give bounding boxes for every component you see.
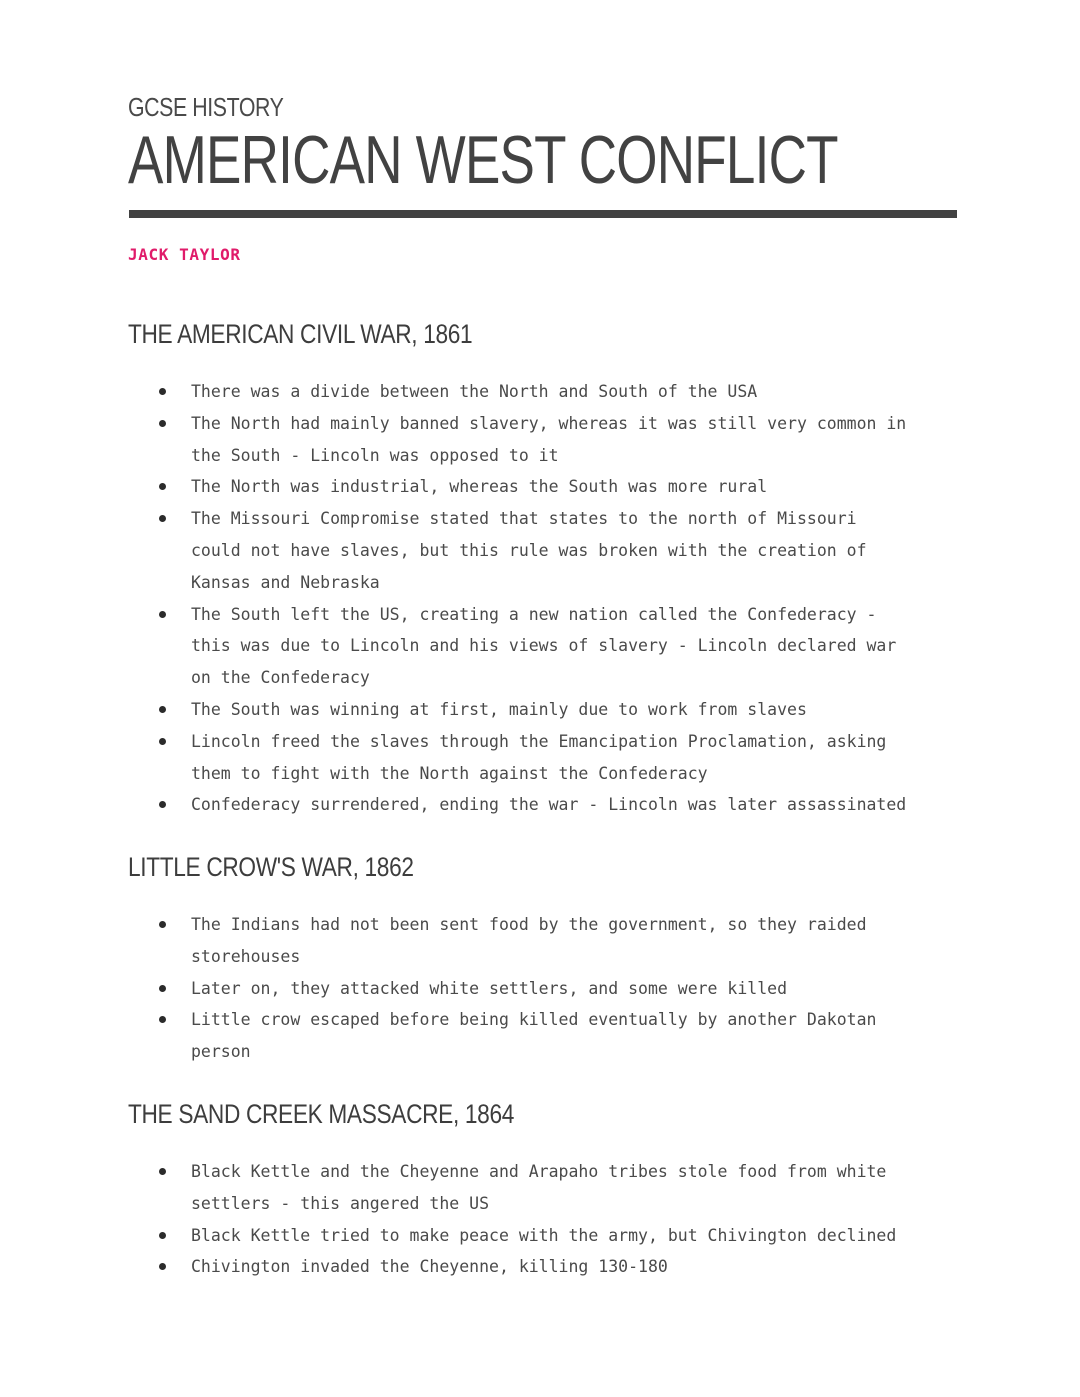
bullet-icon <box>159 706 166 713</box>
document-title: AMERICAN WEST CONFLICT <box>128 122 838 198</box>
section-little-crows-war <box>128 851 956 1068</box>
list-item-text: The South left the US, creating a new nation called the Confederacy - this was due to Lincoln and his views of slavery - Lincoln declared war on the Confederacy <box>191 604 897 688</box>
bullet-list <box>128 1156 956 1283</box>
bullet-list <box>128 376 956 821</box>
list-item-text: Little crow escaped before being killed eventually by another Dakotan person <box>191 1010 877 1062</box>
bullet-icon <box>159 1016 166 1023</box>
list-item <box>128 694 956 726</box>
section-heading: THE AMERICAN CIVIL WAR, 1861 <box>128 319 473 349</box>
list-item-text: The Missouri Compromise stated that states to the north of Missouri could not have slaves, but this rule was broken with the creation of Kansas and Nebraska <box>191 509 867 592</box>
list-item <box>128 376 956 408</box>
section-sand-creek-massacre <box>128 1098 956 1283</box>
list-item-text: Black Kettle and the Cheyenne and Arapaho tribes stole food from white settlers - this angered the US <box>191 1162 887 1213</box>
list-item-text: Lincoln freed the slaves through the Emancipation Proclamation, asking them to fight with the North against the Confederacy <box>191 731 887 783</box>
title-divider <box>129 210 957 218</box>
bullet-icon <box>159 1168 166 1175</box>
section-heading: LITTLE CROW'S WAR, 1862 <box>128 852 414 882</box>
bullet-icon <box>159 1263 166 1270</box>
document-subject: GCSE HISTORY <box>128 92 284 122</box>
list-item-text: The North was industrial, whereas the South was more rural <box>191 477 768 497</box>
list-item <box>128 726 956 790</box>
bullet-icon <box>159 388 166 395</box>
list-item <box>128 1004 956 1068</box>
list-item <box>128 909 956 973</box>
list-item <box>128 503 956 598</box>
bullet-icon <box>159 515 166 522</box>
section-heading: THE SAND CREEK MASSACRE, 1864 <box>128 1099 515 1129</box>
list-item-text: Black Kettle tried to make peace with the army, but Chivington declined <box>191 1225 897 1245</box>
list-item-text: Later on, they attacked white settlers, and some were killed <box>191 978 788 998</box>
section-american-civil-war <box>128 318 956 821</box>
bullet-icon <box>159 801 166 808</box>
author-name: JACK TAYLOR <box>128 245 241 264</box>
list-item <box>128 789 956 821</box>
list-item-text: The Indians had not been sent food by the government, so they raided storehouses <box>191 915 867 966</box>
bullet-icon <box>159 921 166 928</box>
list-item <box>128 408 956 472</box>
list-item <box>128 973 956 1005</box>
list-item-text: Chivington invaded the Cheyenne, killing 130-180 <box>191 1257 668 1277</box>
bullet-icon <box>159 985 166 992</box>
list-item <box>128 1251 956 1283</box>
bullet-list <box>128 909 956 1068</box>
list-item <box>128 1220 956 1252</box>
bullet-icon <box>159 483 166 490</box>
list-item-text: The North had mainly banned slavery, whereas it was still very common in the South - Lincoln was opposed to it <box>191 413 907 465</box>
bullet-icon <box>159 738 166 745</box>
list-item <box>128 471 956 503</box>
list-item <box>128 1156 956 1220</box>
list-item <box>128 599 956 694</box>
bullet-icon <box>159 420 166 427</box>
list-item-text: The South was winning at first, mainly due to work from slaves <box>191 699 807 719</box>
list-item-text: Confederacy surrendered, ending the war - Lincoln was later assassinated <box>191 795 907 815</box>
bullet-icon <box>159 1232 166 1239</box>
bullet-icon <box>159 611 166 618</box>
list-item-text: There was a divide between the North and South of the USA <box>191 382 758 401</box>
